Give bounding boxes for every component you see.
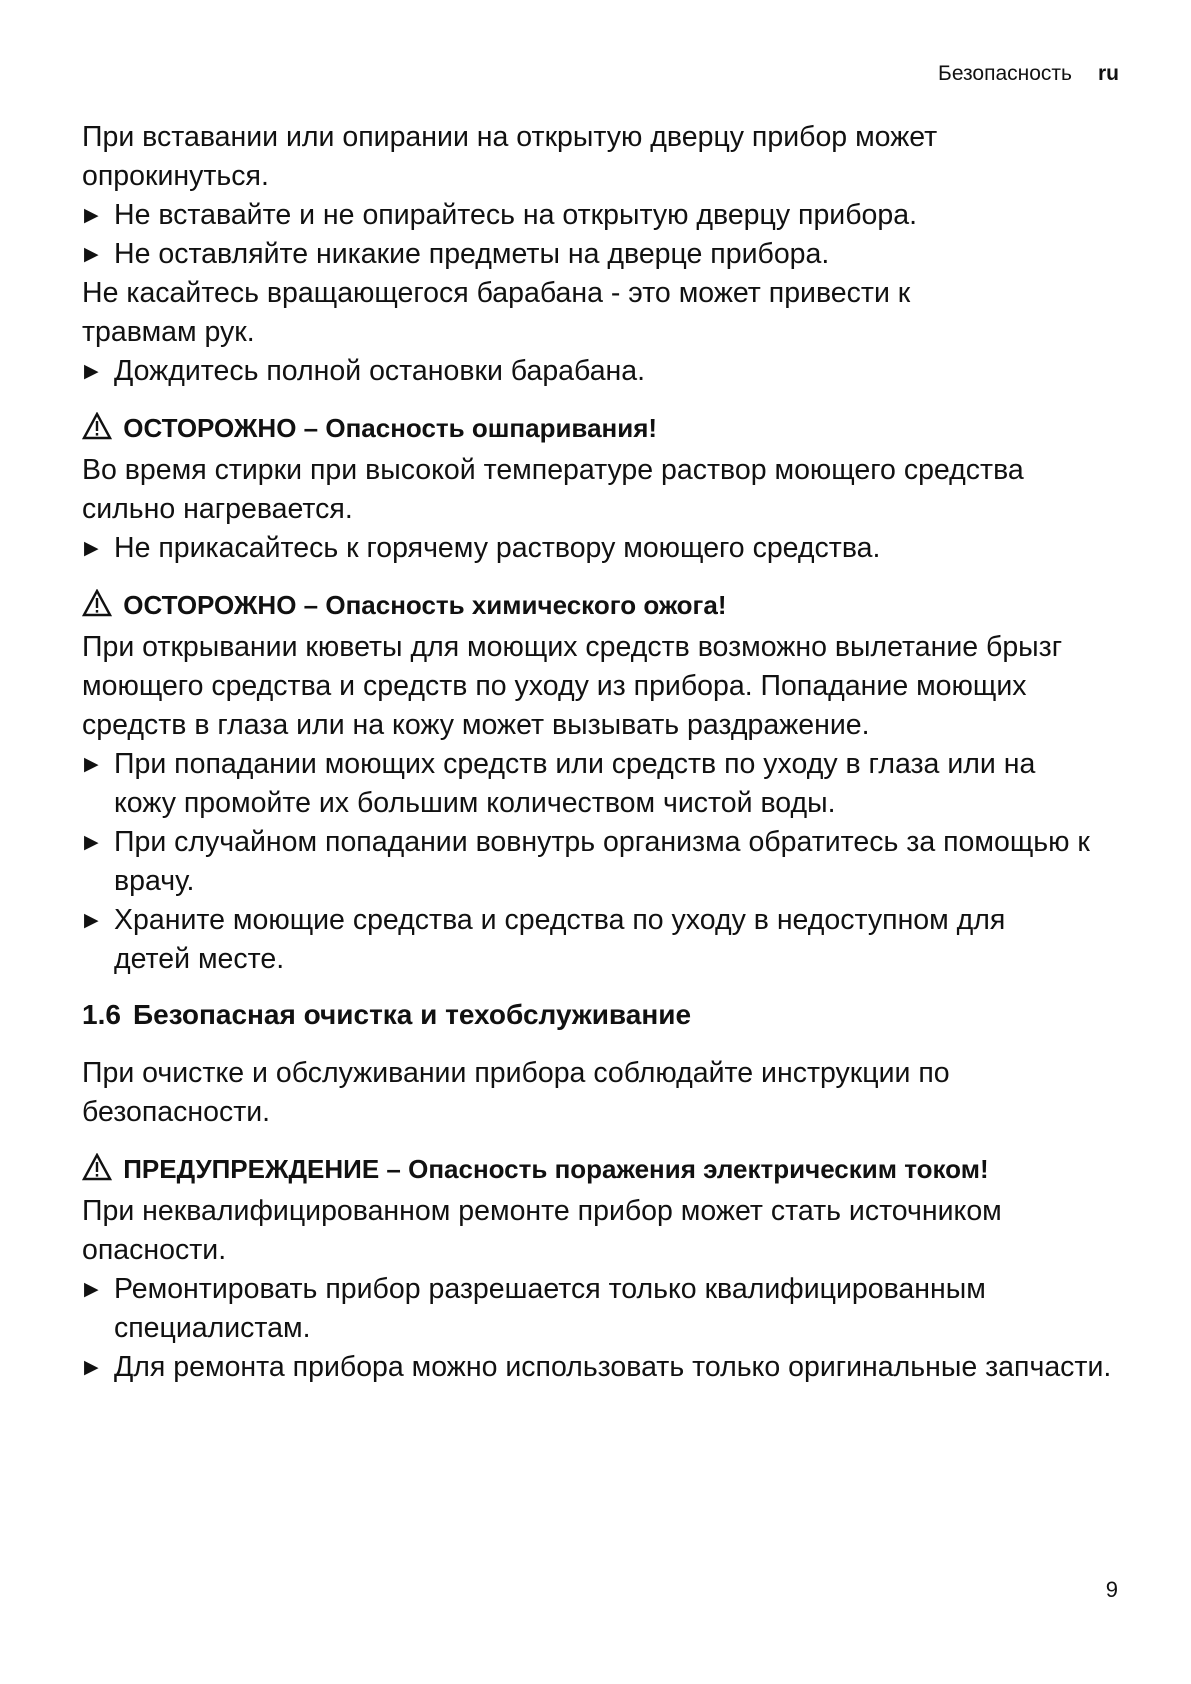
bullet-arrow-icon: ▶: [84, 832, 99, 853]
bullet-arrow-icon: ▶: [84, 244, 99, 265]
paragraph: При очистке и обслуживании прибора соблюдайте инструкции по безопасности.: [82, 1057, 950, 1128]
bullet-item: ▶ Для ремонта прибора можно использовать только оригинальные запчасти.: [82, 1348, 1122, 1387]
paragraph: Не касайтесь вращающегося барабана - это может привести к травмам рук.: [82, 277, 911, 348]
bullet-arrow-icon: ▶: [84, 1357, 99, 1378]
bullet-arrow-icon: ▶: [84, 910, 99, 931]
header-section: Безопасность: [938, 62, 1072, 85]
bullet-arrow-icon: ▶: [84, 754, 99, 775]
bullet-arrow-icon: ▶: [84, 538, 99, 559]
bullet-item: ▶ При попадании моющих средств или средств по уходу в глаза или на кожу промойте их большим количеством чистой воды.: [82, 745, 1054, 823]
bullet-item: ▶ Дождитесь полной остановки барабана.: [82, 352, 1122, 391]
warning-text: При неквалифицированном ремонте прибор может стать источником опасности.: [82, 1195, 1002, 1266]
warning-triangle-icon: [82, 412, 116, 451]
bullet-item: ▶ Не прикасайтесь к горячему раствору моющего средства.: [82, 529, 1122, 568]
warning-text: Во время стирки при высокой температуре раствор моющего средства сильно нагревается.: [82, 454, 1024, 525]
bullet-item: ▶ Не оставляйте никакие предметы на дверце прибора.: [82, 235, 1122, 274]
warning-heading-chemical-burn: ОСТОРОЖНО – Опасность химического ожога!: [82, 586, 1122, 628]
page-content: [82, 118, 1122, 1387]
bullet-arrow-icon: ▶: [84, 205, 99, 226]
warning-text: При открывании кюветы для моющих средств возможно вылетание брызг моющего средства и средств по уходу из прибора. Попадание моющих средств в глаза или на кожу может вызывать раздражение.: [82, 631, 1063, 741]
paragraph: При вставании или опирании на открытую дверцу прибор может опрокинуться.: [82, 121, 938, 192]
section-number: 1.6: [82, 999, 121, 1030]
bullet-item: ▶ Ремонтировать прибор разрешается только квалифицированным специалистам.: [82, 1270, 1122, 1348]
page-number: 9: [1105, 1577, 1118, 1602]
bullet-arrow-icon: ▶: [84, 361, 99, 382]
bullet-item: ▶ При случайном попадании вовнутрь организма обратитесь за помощью к врачу.: [82, 823, 1122, 901]
warning-heading-scalding: ОСТОРОЖНО – Опасность ошпаривания!: [82, 409, 1122, 451]
bullet-item: ▶ Храните моющие средства и средства по уходу в недоступном для детей месте.: [82, 901, 1074, 979]
running-header: [938, 62, 1119, 86]
bullet-arrow-icon: ▶: [84, 1279, 99, 1300]
bullet-item: ▶ Не вставайте и не опирайтесь на открытую дверцу прибора.: [82, 196, 1122, 235]
warning-triangle-icon: [82, 1153, 116, 1192]
header-language: ru: [1098, 62, 1119, 85]
warning-heading-electric-shock: ПРЕДУПРЕЖДЕНИЕ – Опасность поражения электрическим током!: [82, 1150, 1122, 1192]
section-heading: [82, 995, 1122, 1034]
warning-triangle-icon: [82, 589, 116, 628]
section-title: Безопасная очистка и техобслуживание: [132, 999, 692, 1030]
